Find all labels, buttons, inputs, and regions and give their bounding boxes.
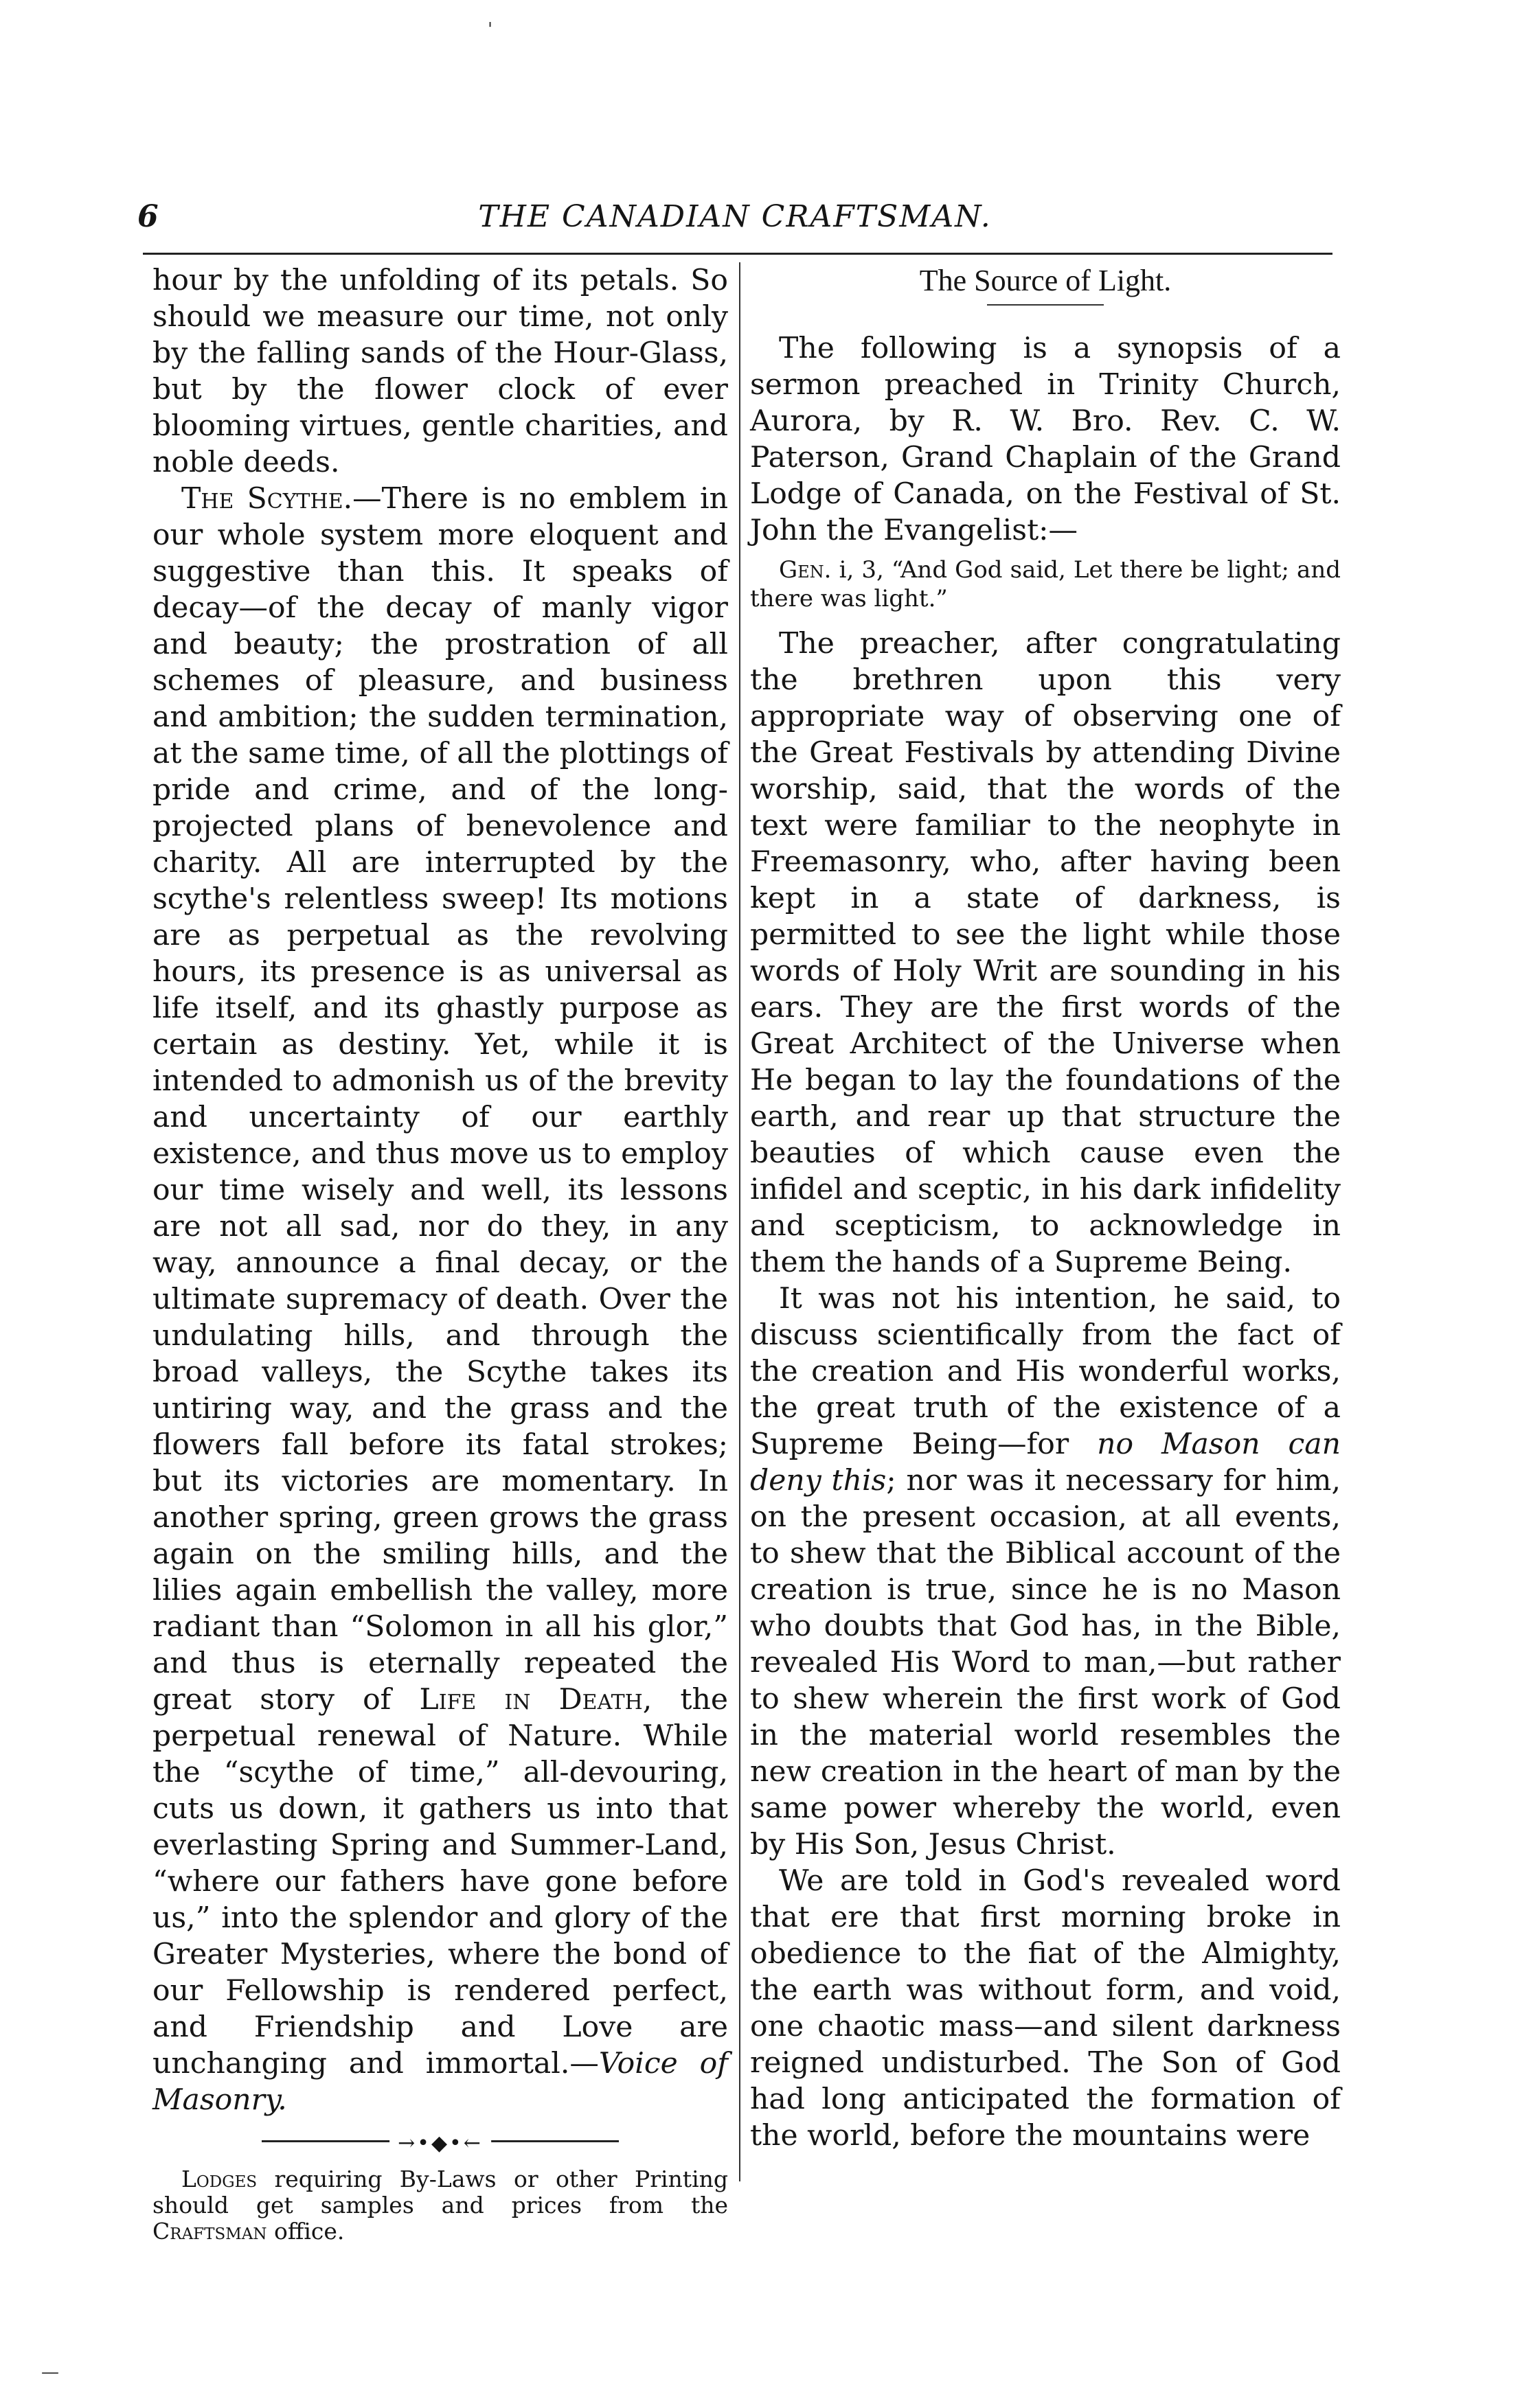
page-header (137, 199, 1332, 243)
paragraph-preacher: The preacher, after congratulating the brethren upon this very appropriate way of observing one of the Great Festivals by attending Divine worship, said, that the words of the text were familiar to the neophyte in Freemasonry, who, after having been kept in a state of darkness, is permitted to see the light while those words of Holy Writ are sounding in his ears. They are the first words of the Great Architect of the Universe when He began to lay the foundations of the earth, and rear up that structure the beauties of which cause even the infidel and sceptic, in his dark infidelity and scepticism, to acknowledge in them the hands of a Supreme Being. (750, 627, 1341, 1279)
scythe-lead: The Scythe. (181, 482, 353, 516)
scripture-epigraph (750, 555, 1341, 613)
right-column (750, 262, 1341, 2154)
header-rule (143, 253, 1332, 255)
notice-text-b: office. (266, 2218, 345, 2245)
ornamental-divider (262, 2131, 619, 2155)
ornament-glyphs: →•◆•← (389, 2125, 491, 2162)
printing-notice (152, 2166, 728, 2245)
intention-emphasis: no Mason can deny this (750, 1427, 1341, 1498)
stray-print-mark: ' (488, 19, 493, 40)
column-divider (739, 262, 740, 2181)
stray-print-mark-bottom: — (41, 2362, 59, 2383)
intention-text-b: ; nor was it necessary for him, on the present occasion, at all events, to shew that the Biblical account of the creation is true, since he is no Mason who doubts that God has, in the Bible, revealed His Word to man,—but rather to shew wherein the first work of God in the material world resembles the new creation in the heart of man by the same power whereby the world, even by His Son, Jesus Christ. (750, 1464, 1341, 1861)
scythe-text-b: , the perpetual renewal of Nature. While the “scythe of time,” all-devouring, cuts us down, it gathers us into that everlasting Spring and Summer-Land, “where our fathers have gone before us,” into the splendor and glory of the Greater Mysteries, where the bond of our Fellowship is rendered perfect, and Friendship and Love are unchanging and immortal.— (152, 1683, 728, 2080)
life-in-death-smallcaps: Life in Death (419, 1683, 643, 1717)
paragraph-hourglass-conclusion: hour by the unfolding of its petals. So should we measure our time, not only by the falling sands of the Hour-Glass, but by the flower clock of ever blooming virtues, gentle charities, and noble deeds. (152, 264, 728, 479)
article-heading (750, 262, 1341, 306)
scythe-source: Voice of Masonry. (152, 2047, 728, 2117)
scythe-text-a: —There is no emblem in our whole system more eloquent and suggestive than this. It speaks of decay—of the decay of manly vigor and beauty; the prostration of all schemes of pleasure, and business and ambition; the sudden termination, at the same time, of all the plottings of pride and crime, and of the long-projected plans of benevolence and charity. All are interrupted by the scythe's relentless sweep! Its motions are as perpetual as the revolving hours, its presence is as universal as life itself, and its ghastly purpose as certain as destiny. Yet, while it is intended to admonish us of the brevity and uncertainty of our earthly existence, and thus move us to employ our time wisely and well, its lessons are not all sad, nor do they, in any way, announce a final decay, or the ultimate supremacy of death. Over the undulating hills, and through the broad valleys, the Scythe takes its untiring way, and the grass and the flowers fall before its fatal strokes; but its victories are momentary. In another spring, green grows the grass again on the smiling hills, and the lilies again embellish the valley, more radiant than “Solomon in all his glor,” and thus is eternally repeated the great story of (152, 482, 729, 1717)
paragraph-intention (750, 1281, 1341, 1863)
article-intro: The following is a synopsis of a sermon preached in Trinity Church, Aurora, by R. W. Bro. Rev. C. W. Paterson, Grand Chaplain of the Grand Lodge of Canada, on the Festival of St. John the Evangelist:— (750, 332, 1341, 547)
epigraph-lead: Gen. (779, 556, 832, 584)
notice-office-name: Craftsman (152, 2218, 267, 2245)
journal-title: THE CANADIAN CRAFTSMAN. (478, 199, 992, 234)
notice-lead: Lodges (181, 2166, 258, 2192)
article-title: The Source of Light. (919, 264, 1172, 297)
paragraph-revealed-word: We are told in God's revealed word that ere that first morning broke in obedience to the fiat of the Almighty, the earth was without form, and void, one chaotic mass—and silent darkness reigned undisturbed. The Son of God had long anticipated the formation of the world, before the mountains were (750, 1864, 1341, 2153)
left-column (152, 262, 728, 2245)
page-number: 6 (137, 199, 159, 234)
paragraph-scythe (152, 481, 728, 2118)
heading-underline (987, 304, 1104, 306)
notice-text-a: requiring By-Laws or other Printing should get samples and prices from the (152, 2166, 728, 2218)
epigraph-text: i, 3, “And God said, Let there be light; and there was light.” (750, 556, 1341, 612)
intention-text-a: It was not his intention, he said, to discuss scientifically from the fact of the creation and His wonderful works, the great truth of the existence of a Supreme Being—for (750, 1282, 1341, 1461)
